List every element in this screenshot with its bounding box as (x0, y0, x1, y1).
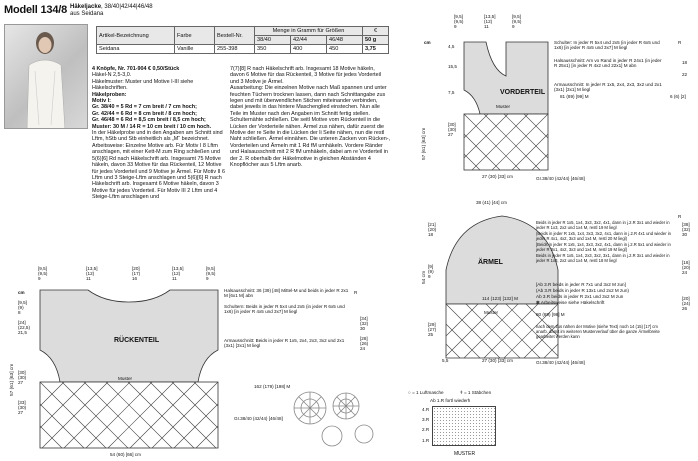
size-col-1: 38/40 (255, 36, 291, 45)
gauge-pattern: Muster: 30 M / 14 R = 10 cm breit / 10 cm hoch. (92, 123, 212, 130)
materials-table (96, 26, 389, 54)
front-muster-label: Muster (496, 104, 511, 109)
order-number: 255-398 (215, 45, 255, 54)
back-motif-label: Gr.38/40 (42/44) [46/48] (234, 416, 283, 421)
row-2: 2.R (422, 427, 430, 432)
yarn-color: Vanille (175, 45, 215, 54)
price: 3,75 (363, 45, 389, 54)
sleeve-incr-4: ✽ Arbeitsweise siehe Häkelschrift (536, 300, 605, 305)
back-right-dims-2: [28] (26) 24 (360, 336, 369, 351)
back-left-dims-4: [33] (30) 27 (18, 400, 27, 415)
gauge-size-2: Gr. 42/44 = 6 Rd = 8 cm breit / 8 cm hoch; (92, 110, 197, 117)
sleeve-schematic: 38 (41) [44] cm 54 cm [21] (20) 18 [9] (9) 9 [29] (27) 25 ÄRMEL 114 (123) [132] M Muster 27 (30) [33] cm 5,5 Gr.38/40 (42/44) [46/48] Beids in jeder R 1x5, 1x4, 3x3, 3x2, 4x1, dann in j.2.R 3x1 und wieder in jeder R 1x3, 2x2 und 1x4 M, restl 19 M liegl (Beids in jeder R 1x5, 1x4, 3x3, 3x2, 4x1, dann in j.2.R 4x1 und wieder in jeder R 4x1, 4x2, 3x3 und 1x4 M, restl 20 M liegl) [Beids in jeder R 1x5, 1x4, 3x3, 3x2, 4x1, dann in j.2.R 5x1 und wieder in jeder R 3x1, 4x2, 3x3 und 1x4 M, restl 19 M liegl] Beids in jeder R 1x5, 1x4, 2x3, 3x2, 3x1, dann in j.2.R 3x1 und wieder in jeder R 1x3, 2x2 und 1x4 M, restl 18 M liegl [Ab 3.R beids in jeder R 7x1 und 3x2 M zun] (Ab 3.R beids in jeder R 13x1 und 2x2 M zun) Ab 3.R beids in jeder R 2x1 und 3x2 M zun ✽ Arbeitsweise siehe Häkelschrift 80 (89) [98] M nach dem zus nähen der Motive (siehe Text) noch 14 (15) [17] cm anarb. damit im weiteren Musterverlauf über die ganze Ärmelbreite gearbeitet werden kann R [38] (32) 30 [16] (20) 24 [20] (24) 26 (422, 200, 691, 365)
header-quantity: Menge in Gramm für Größen (255, 27, 363, 36)
sleeve-incr-3: Ab 3.R beids in jeder R 2x1 und 3x2 M zun (536, 294, 624, 299)
back-armhole-note: Armausschnitt: Beids in jeder R 1x5, 2x4, 2x3, 3x2 und 2x1 (3x1) [3x1] M liegl (224, 338, 345, 348)
front-left-dim-2: 15,5 (448, 64, 457, 69)
row-4: 4.R (422, 407, 430, 412)
sleeve-r-label: R (678, 214, 682, 219)
sleeve-note-3: [Beids in jeder R 1x5, 1x4, 3x3, 3x2, 4x1, dann in j.2.R 5x1 und wieder in jeder R 3x1, 4x2, 3x3 und 1x4 M, restl 19 M liegl] (536, 242, 671, 252)
front-title: VORDERTEIL (500, 89, 546, 96)
header-article: Artikel-Bezeichnung (97, 27, 175, 45)
front-right-dim-2: 22 (682, 72, 688, 77)
front-r-label: R (678, 40, 682, 45)
sleeve-left-dims-2: [9] (9) 9 (428, 264, 434, 279)
back-shoulder-note: Schultern: Beids in jeder R 5x4 und 2x5 (in jeder R 6x5 und 1x6) [in jeder R 4x5 und 3x7] M liegl (224, 304, 345, 314)
back-right-dims-1: [34] (32) 30 (360, 316, 369, 331)
front-left-dim-1: 4,5 (448, 44, 455, 49)
sleeve-count-1: 114 (123) [132] M (482, 296, 518, 301)
model-title: Modell 134/8 (4, 4, 68, 16)
back-dim-shoulder-l: [9,5] (9,5) 9 (38, 266, 48, 281)
sleeve-incr-2: (Ab 3.R beids in jeder R 13x1 und 2x2 M zun) (536, 288, 629, 293)
front-dim-2: [13,5] (12) 11 (484, 14, 496, 29)
gauge-size-3: Gr. 46/48 = 6 Rd = 8,5 cm breit / 8,5 cm hoch; (92, 117, 206, 124)
gauge-heading: Häkelproben: (92, 91, 127, 98)
sleeve-side: 5,5 (442, 358, 449, 363)
front-neck-note: Halsausschnitt: Am vo Rand in jeder R 24x1 (in jeder R 25x1) [in jeder R 4x2 und 22x1] M abn (554, 58, 662, 68)
repeat-note: Ab 1.R fortl wiederh (430, 398, 471, 403)
header-order: Bestell-Nr. (215, 27, 255, 45)
buttons-line: 4 Knöpfe, Nr. 701-904 € 0,50/Stück (92, 66, 180, 72)
abbreviation-note: In der Häkelprobe und in den Angaben am Schnitt sind Lftm, hStb und Stb einheitlich als „M“ bezeichnet. (92, 130, 223, 143)
sleeve-left-dims-1: [21] (20) 18 (428, 222, 437, 237)
front-cm-label: cm (424, 40, 431, 45)
front-shoulder-note: Schulter: In jeder R 5x4 und 2x5 (in jeder R 6x5 und 1x6) [in jeder R 4x5 und 3x7] M liegl (554, 40, 660, 50)
front-width: 27 (30) [33] cm (482, 174, 513, 179)
back-outline (34, 288, 224, 454)
method-text: Arbeitsweise: Einzelne Motive arb. Für Motiv I 8 Lftm anschlagen, mit einer Kett-M zum Ring schließen und 5(6)[6] Rd nach Häkelschrift arb. Insgesamt 75 Motive häkeln, davon 33 Motive für das Rückenteil, 12 Motive für jedes Vorderteil und 9 Motive je Ärmel. Für Motiv II 6 Lftm und 3 Steige-Lftm anschlagen und 5(6)[6] R nach Häkelschrift arb. Insgesamt 6 Motive häkeln, davon 3 Motive für jedes Vorderteil. Für Motiv III 2 Lftm und 4 Steige-Lftm anschlagen und (92, 142, 226, 201)
back-r-label: R (354, 290, 358, 295)
size-col-3: 46/48 (327, 36, 363, 45)
motif-heading: Motiv I: (92, 98, 111, 105)
subtitle: Häkeljacke, 38/40|42/44|46/48 aus Seidana (70, 4, 153, 17)
product-name: Häkeljacke (70, 4, 102, 10)
front-right-dim-1: 18 (682, 60, 688, 65)
sleeve-right-dims-3: [20] (24) 26 (682, 296, 691, 311)
back-dim-sh-l2: [13,5] (12) 11 (86, 266, 98, 281)
qty-3: 450 (327, 45, 363, 54)
legend-chain: ○ = 1 Luftmasche (408, 390, 444, 395)
back-cm-label: cm (18, 290, 25, 295)
sleeve-motif-label: Gr.38/40 (42/44) [46/48] (536, 360, 585, 365)
price-unit: 50 g (363, 36, 389, 45)
sleeve-right-dims-2: [16] (20) 24 (682, 260, 691, 275)
sleeve-width: 27 (30) [33] cm (482, 358, 513, 363)
crochet-motif-illustration (282, 378, 378, 450)
back-dim-shoulder-r: [9,5] (9,5) 9 (206, 266, 216, 281)
front-armhole-note: Armausschnitt: In jeder R 1x5, 2x4, 2x3, 3x2 und 2x1 (3x1) [3x1] M liegl (554, 82, 662, 92)
back-dim-sh-r2: [13,5] (12) 11 (172, 266, 184, 281)
back-stitch-count: 162 (179) [198] M (254, 384, 291, 389)
instructions-right (230, 66, 390, 169)
front-left-dim-3: 7,5 (448, 90, 455, 95)
row-3: 3.R (422, 417, 430, 422)
sleeve-count-2: 80 (89) [98] M (536, 312, 565, 317)
yarn-name: Seidana (97, 45, 175, 54)
sleeve-title: ÄRMEL (478, 259, 503, 266)
yarn-source: aus Seidana (70, 11, 104, 17)
size-col-2: 42/44 (291, 36, 327, 45)
back-left-dims-1: [9,5] (9) 8 (18, 300, 27, 315)
back-dim-neck: [20] (17) 16 (132, 266, 141, 281)
sleeve-right-dims-1: [38] (32) 30 (682, 222, 691, 237)
front-left-dim-4: [30] (30) 27 (448, 122, 457, 137)
instructions-left (92, 66, 226, 201)
legend-dc: ǂ = 1 Stäbchen (460, 390, 492, 395)
sleeve-incr-1: [Ab 3.R beids in jeder R 7x1 und 3x2 M zun] (536, 282, 626, 287)
back-neck-note: Halsausschnitt: 36 (39) [48] Mittel-M und beids in jeder R 2x1 M [6x1 M] abn (224, 288, 349, 298)
qty-1: 350 (255, 45, 291, 54)
front-dim-3: [9,5] (9,5) 9 (512, 14, 522, 29)
sleeve-left-dims-3: [29] (27) 25 (428, 322, 437, 337)
pattern-line: Häkelmuster: Muster und Motive I-III siehe Häkelschriften. (92, 78, 194, 92)
back-width: 54 (60) [66] cm (110, 452, 141, 457)
back-left-dims-3: [30] (30) 27 (18, 370, 27, 385)
finishing-text: Ausarbeitung: Die einzelnen Motive nach Maß spannen und unter feuchten Tüchern trocknen lassen, dann nach Schnittangabe zus legen und mit überwendlichen Stichen miteinander verbinden, dabei jeweils in das hintere Maschenglied einstechen. Nun alle Teile im Muster nach den Angaben im Schnitt fertig stellen. Schulternähte schließen. Die seitl Motive vom Rückenteil in die Lücken der Vorderteile nähen. Ärmel zus nähen, dafür zuerst die Motive der re Seite in die Lücken der li Seite nähen, nun die restl Naht schließen. Ärmel einnähen. Die unteren Zacken von Rücken-, Vorderteilen und Ärmeln mit 1 Rd fM umhäkeln. Vordere Ränder und Halsausschnitt mit 2 R fM umhäkeln, dabei am re Vorderteil in der 2. R oberhalb der Häkelmotive in gleichen Abständen 4 Knopflöcher aus 5 Lftm anarb. (230, 85, 391, 169)
model-photo (4, 24, 88, 129)
header-price: € (363, 27, 389, 36)
sleeve-top-width: 38 (41) [44] cm (476, 200, 507, 205)
sleeve-muster-label: Muster (484, 310, 499, 315)
sleeve-cuff-note: nach dem zus nähen der Motive (siehe Text) noch 14 (15) [17] cm anarb. damit im weiteren Musterverlauf über die ganze Ärmelbreite gearbeitet werden kann (536, 324, 660, 339)
back-schematic: cm 57 (61) [63] cm [9,5] (9,5) 9 [13,5] (12) 11 [20] (17) 16 [13,5] (12) 11 [9,5] (9,5) 9 Halsausschnitt: 36 (39) [48] Mittel-M und beids in jeder R 2x1 M [6x1 M] abn Schultern: Beids in jeder R 5x4 und 2x5 (in jeder R 6x5 und 1x6) [in jeder R 4x5 und 3x7] M liegl Armausschnitt: Beids in jeder R 1x5, 2x4, 2x3, 3x2 und 2x1 (3x1) [3x1] M liegl R [34] (32) 30 [28] (26) 24 [9,5] (9) 8 [24] (22,5) 21,5 [30] (30) 27 [33] (30) 27 RÜCKENTEIL Muster 162 (179) [198] M Gr.38/40 (42/44) [46/48] 54 (60) [66] cm (10, 266, 369, 457)
size-range: 38/40|42/44|46/48 (104, 4, 153, 10)
qty-2: 400 (291, 45, 327, 54)
row-1: 1.R (422, 438, 430, 443)
motif-iii-text: 7(7)[8] R nach Häkelschrift arb. Insgesamt 18 Motive häkeln, davon 6 Motive für das Rückenteil, 3 Motive für jedes Vorderteil und 3 Motive je Ärmel. (230, 66, 382, 85)
stitch-chart (432, 406, 496, 446)
sleeve-note-2: (Beids in jeder R 1x5, 1x4, 3x3, 3x2, 4x1, dann in j.2.R 4x1 und wieder in jeder R 4x1, 4x2, 3x3 und 1x4 M, restl 20 M liegl) (536, 231, 672, 241)
woman-figure-icon (5, 25, 88, 129)
chart-caption: MUSTER (454, 451, 476, 457)
front-stitch-count: 81 (89) [99] M (560, 94, 589, 99)
front-schematic: cm 57 (61) [63] cm [9,5] (9,5) 9 [13,5] (12) 11 [9,5] (9,5) 9 4,5 15,5 7,5 [30] (30) 27 VORDERTEIL Muster Schulter: In jeder R 5x4 und 2x5 (in jeder R 6x5 und 1x6) [in jeder R 4x5 und 3x7] M liegl Halsausschnitt: Am vo Rand in jeder R 24x1 (in jeder R 25x1) [in jeder R 4x2 und 22x1] M abn Armausschnitt: In jeder R 1x5, 2x4, 2x3, 3x2 und 2x1 (3x1) [3x1] M liegl R 18 22 6 (6) [2] 81 (89) [99] M 27 (30) [33] cm Gr.38/40 (42/44) [46/48] (422, 14, 688, 181)
front-right-dim-3: 6 (6) [2] (670, 94, 686, 99)
hook-line: Häkel-N 2,5-3,0. (92, 72, 132, 79)
sleeve-note-4: Beids in jeder R 1x5, 1x4, 2x3, 3x2, 3x1, dann in j.2.R 3x1 und wieder in jeder R 1x3, 2x2 und 1x4 M, restl 18 M liegl (536, 253, 670, 263)
front-dim-1: [9,5] (9,5) 9 (454, 14, 464, 29)
back-left-dims-2: [24] (22,5) 21,5 (18, 320, 31, 335)
back-muster-label: Muster (118, 376, 133, 381)
sleeve-note-1: Beids in jeder R 1x5, 1x4, 3x3, 3x2, 4x1, dann in j.2.R 3x1 und wieder in jeder R 1x3, 2x2 und 1x4 M, restl 19 M liegl (536, 220, 670, 230)
back-title: RÜCKENTEIL (114, 337, 160, 344)
header-color: Farbe (175, 27, 215, 45)
gauge-size-1: Gr. 38/40 = 5 Rd = 7 cm breit / 7 cm hoch; (92, 104, 197, 111)
front-motif-label: Gr.38/40 (42/44) [46/48] (536, 176, 585, 181)
